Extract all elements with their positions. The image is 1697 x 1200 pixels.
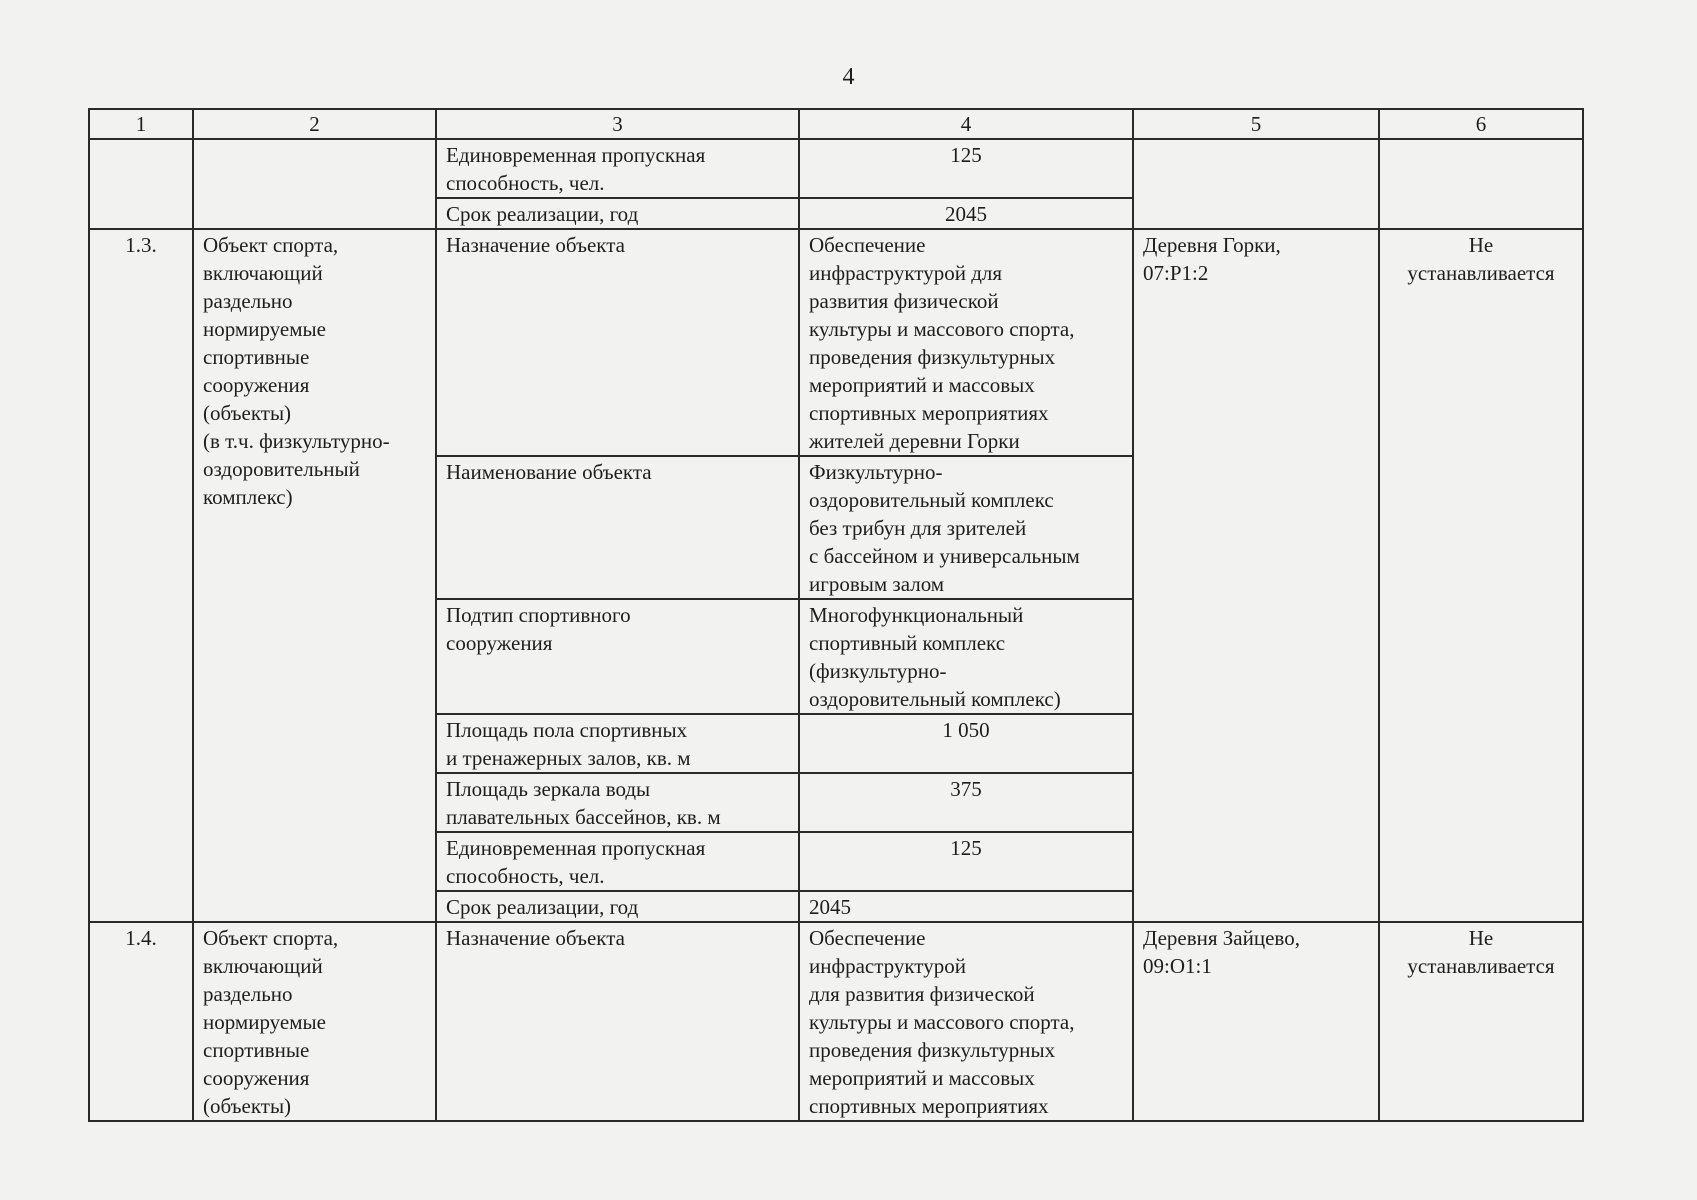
value-cell: Обеспечение инфраструктурой для развития физической культуры и массового спорта, проведения физкультурных мероприятий и массовых спортивных мероприятиях [799, 922, 1133, 1121]
header-cell: 6 [1379, 109, 1583, 139]
param-cell: Площадь зеркала воды плавательных бассейнов, кв. м [436, 773, 799, 832]
zone-cell [1379, 139, 1583, 229]
value-cell: Обеспечение инфраструктурой для развития физической культуры и массового спорта, проведения физкультурных мероприятий и массовых спортивных мероприятиях жителей деревни Горки [799, 229, 1133, 456]
param-cell: Назначение объекта [436, 922, 799, 1121]
value-cell: 375 [799, 773, 1133, 832]
param-cell: Наименование объекта [436, 456, 799, 599]
value-cell: 2045 [799, 891, 1133, 922]
object-table [88, 108, 1584, 1122]
header-cell: 2 [193, 109, 436, 139]
item-number: 1.3. [89, 229, 193, 922]
number-cell [89, 139, 193, 229]
item-name: Объект спорта, включающий раздельно нормируемые спортивные сооружения (объекты) [193, 922, 436, 1121]
param-cell: Единовременная пропускная способность, чел. [436, 832, 799, 891]
param-cell: Подтип спортивного сооружения [436, 599, 799, 714]
header-cell: 5 [1133, 109, 1379, 139]
param-cell: Срок реализации, год [436, 198, 799, 229]
table-row [89, 139, 1583, 198]
value-cell: 1 050 [799, 714, 1133, 773]
param-cell: Площадь пола спортивных и тренажерных залов, кв. м [436, 714, 799, 773]
value-cell: Физкультурно- оздоровительный комплекс без трибун для зрителей с бассейном и универсальным игровым залом [799, 456, 1133, 599]
item-name: Объект спорта, включающий раздельно нормируемые спортивные сооружения (объекты) (в т.ч. физкультурно- оздоровительный комплекс) [193, 229, 436, 922]
value-cell: 125 [799, 832, 1133, 891]
header-cell: 4 [799, 109, 1133, 139]
header-cell: 3 [436, 109, 799, 139]
table-row [89, 229, 1583, 456]
param-cell: Назначение объекта [436, 229, 799, 456]
location-cell: Деревня Зайцево, 09:О1:1 [1133, 922, 1379, 1121]
zone-cell: Не устанавливается [1379, 922, 1583, 1121]
zone-cell: Не устанавливается [1379, 229, 1583, 922]
item-number: 1.4. [89, 922, 193, 1121]
param-cell: Срок реализации, год [436, 891, 799, 922]
location-cell [1133, 139, 1379, 229]
name-cell [193, 139, 436, 229]
header-cell: 1 [89, 109, 193, 139]
table-row [89, 922, 1583, 1121]
header-row [89, 109, 1583, 139]
value-cell: 125 [799, 139, 1133, 198]
param-cell: Единовременная пропускная способность, чел. [436, 139, 799, 198]
value-cell: 2045 [799, 198, 1133, 229]
page-number: 4 [842, 64, 855, 90]
location-cell: Деревня Горки, 07:Р1:2 [1133, 229, 1379, 922]
value-cell: Многофункциональный спортивный комплекс (физкультурно- оздоровительный комплекс) [799, 599, 1133, 714]
